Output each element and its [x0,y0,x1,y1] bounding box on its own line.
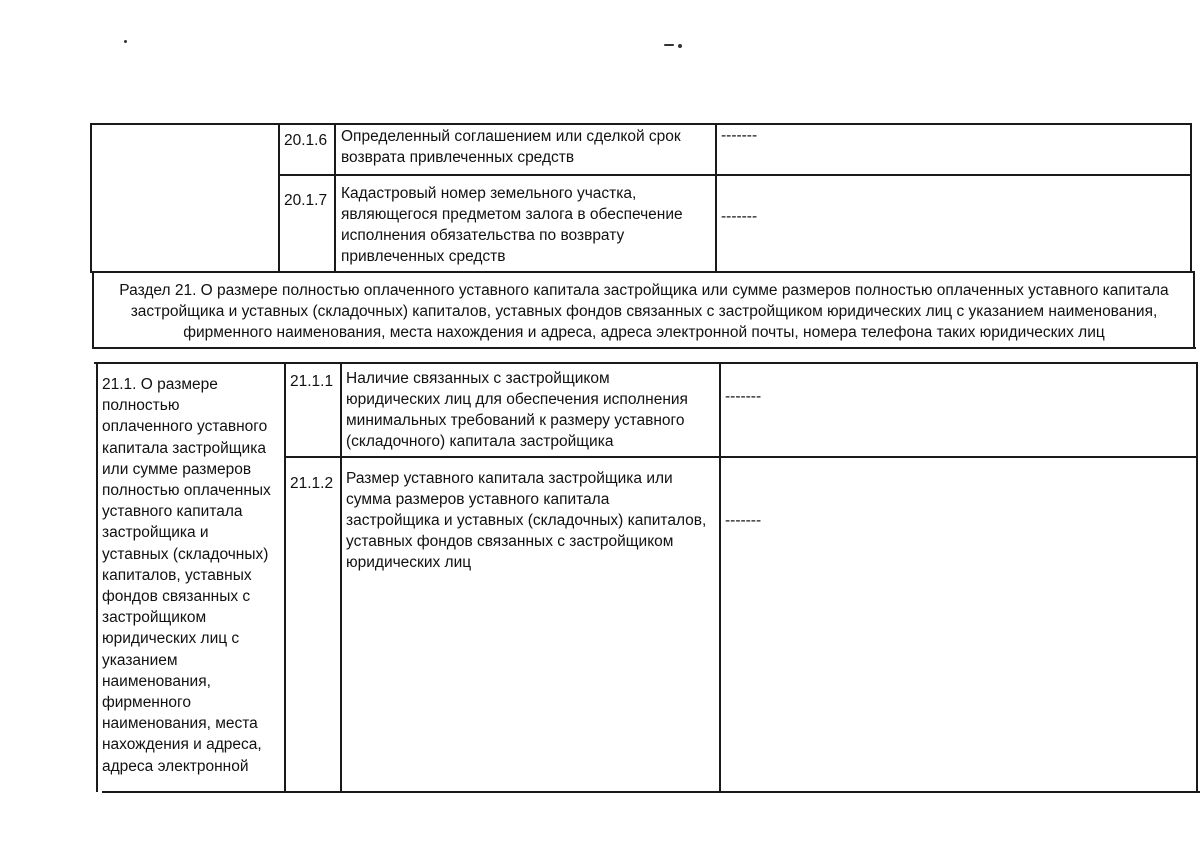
row-label: Кадастровый номер земельного участка, являющегося предметом залога в обеспечение исполнения обязательства по возврату привлеченных средств [341,185,683,265]
table-border-left [90,123,92,273]
column-divider [715,123,717,273]
row-divider [278,174,1192,176]
table-border-right [1190,123,1192,273]
row-divider [285,456,1198,458]
row-value: ------- [725,388,762,405]
row-label: Наличие связанных с застройщиком юридических лиц для обеспечения исполнения минимальных требований к размеру уставного (складочного) капитала застройщика [346,370,688,450]
row-number: 21.1.2 [290,475,334,492]
table-border-right [1196,362,1198,792]
row-label: Определенный соглашением или сделкой срок возврата привлеченных средств [341,128,681,166]
table-border-left [96,362,98,792]
table-border-top [90,123,1192,125]
table-border-bottom [90,271,1194,273]
scan-speck [664,44,674,46]
row-value: ------- [725,512,762,529]
row-number: 21.1.1 [290,373,334,390]
column-divider [284,362,286,792]
row-label: Размер уставного капитала застройщика или сумма размеров уставного капитала застройщика и уставных (складочных) капиталов, уставных фондов связанных с застройщиком юридических лиц [346,470,707,571]
table-border-bottom [102,791,1200,793]
row-value: ------- [721,208,758,225]
column-divider [719,362,721,792]
column-divider [340,362,342,792]
column-divider [334,123,336,273]
section-heading: Раздел 21. О размере полностью оплаченного уставного капитала застройщика или сумме размеров полностью оплаченных уставного капитала застройщика и уставных (складочных) капиталов, уставных фондов связанных с застройщиком юридических лиц с указанием наименования, фирменного наименования, места нахождения и адреса, адреса электронной почты, номера телефона таких юридических лиц [119,282,1169,341]
scan-speck [678,44,682,48]
table-border-top [94,362,1198,364]
row-number: 20.1.6 [284,132,328,149]
column-divider [278,123,280,273]
heading-border-bottom [92,347,1196,349]
row-number: 20.1.7 [284,192,328,209]
scan-speck [124,40,127,43]
row-value: ------- [721,127,758,144]
subsection-label: 21.1. О размере полностью оплаченного уставного капитала застройщика или сумме размеров полностью оплаченных уставного капитала застройщика и уставных (складочных) капиталов, уставных фондов связанных с застройщиком юридических лиц с указанием наименования, фирменного наименования, места нахождения и адреса, адреса электронной [102,376,271,775]
